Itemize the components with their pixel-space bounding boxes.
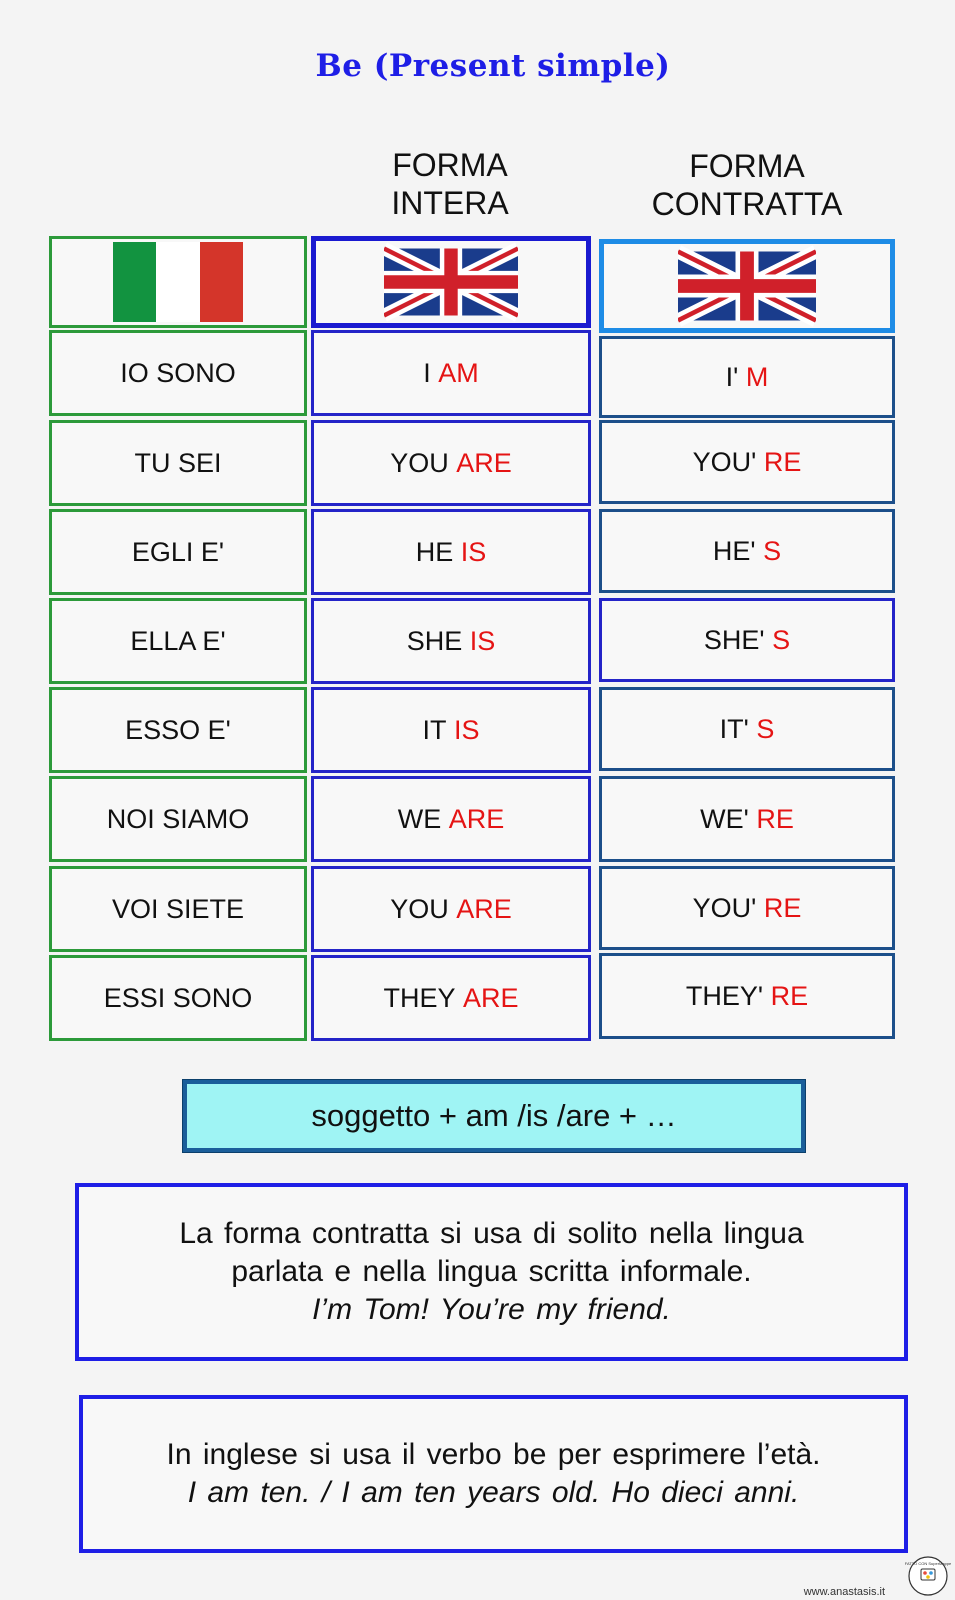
verb: IS [460, 536, 487, 567]
italian-flag-cell [49, 236, 307, 328]
verb: IS [469, 625, 496, 656]
subject: SHE' [703, 624, 765, 655]
italian-cell: ESSO E' [49, 687, 307, 773]
verb: AM [438, 357, 479, 388]
subject: WE [397, 803, 442, 834]
note-contracted-usage [75, 1183, 908, 1361]
header-forma-intera [311, 146, 589, 222]
uk-flag-cell-contratta [599, 239, 895, 333]
full-form-cell [311, 330, 591, 416]
contracted-form-cell [599, 420, 895, 504]
uk-flag-icon [678, 245, 816, 327]
verb: S [772, 624, 791, 655]
note1-example-text: I’m Tom! You’re my friend. [312, 1293, 671, 1326]
footer-site: www.anastasis.it [803, 1586, 885, 1598]
note1-line2: parlata e nella lingua scritta informale. [231, 1255, 752, 1288]
verb: S [756, 713, 775, 744]
note2-example-text: I am ten. / I am ten years old. Ho dieci anni. [187, 1476, 800, 1509]
header-contratta-line2: CONTRATTA [651, 186, 843, 222]
verb: S [763, 535, 782, 566]
header-intera-line2: INTERA [391, 185, 509, 221]
subject: IT' [719, 713, 749, 744]
note-age-usage [79, 1395, 908, 1553]
italian-cell: EGLI E' [49, 509, 307, 595]
italian-cell: VOI SIETE [49, 866, 307, 952]
full-form-cell [311, 509, 591, 595]
page-title: Be (Present simple) [315, 48, 671, 84]
full-form-cell [311, 420, 591, 506]
subject: WE' [700, 803, 749, 834]
verb: RE [770, 980, 809, 1011]
subject: I [423, 357, 431, 388]
contracted-form-cell [599, 598, 895, 682]
full-form-cell [311, 687, 591, 773]
full-form-cell [311, 955, 591, 1041]
verb: RE [763, 892, 802, 923]
subject: YOU' [692, 892, 757, 923]
verb: M [745, 361, 769, 392]
header-contratta-line1: FORMA [689, 148, 805, 184]
logo-text: FATTO CON SuperMappe [905, 1561, 951, 1566]
note2-line1: In inglese si usa il verbo be per esprimere l’età. [166, 1438, 821, 1471]
italian-cell: IO SONO [49, 330, 307, 416]
note2-example [188, 1474, 800, 1512]
verb: ARE [456, 447, 512, 478]
subject: YOU [390, 893, 449, 924]
subject: SHE [406, 625, 463, 656]
header-intera-line1: FORMA [392, 147, 508, 183]
verb: ARE [456, 893, 512, 924]
note1-example [312, 1291, 671, 1329]
verb: ARE [448, 803, 505, 834]
full-form-cell [311, 598, 591, 684]
contracted-form-cell [599, 509, 895, 593]
contracted-form-cell [599, 953, 895, 1039]
full-form-cell [311, 776, 591, 862]
supermappe-logo-icon [905, 1555, 951, 1597]
verb: IS [454, 714, 480, 745]
subject: THEY [383, 982, 456, 1013]
verb: RE [763, 446, 802, 477]
uk-flag-icon [384, 241, 518, 323]
note1-line1: La forma contratta si usa di solito nella lingua [179, 1217, 804, 1250]
italian-flag-icon [113, 242, 243, 322]
italian-cell: ELLA E' [49, 598, 307, 684]
contracted-form-cell [599, 687, 895, 771]
formula-box: soggetto + am /is /are + … [183, 1080, 805, 1152]
subject: IT [422, 714, 447, 745]
header-forma-contratta [599, 147, 895, 223]
full-form-cell [311, 866, 591, 952]
verb: ARE [463, 982, 519, 1013]
verb: RE [756, 803, 794, 834]
contracted-form-cell [599, 776, 895, 862]
subject: THEY' [685, 980, 764, 1011]
subject: YOU' [692, 446, 757, 477]
contracted-form-cell [599, 866, 895, 950]
subject: I' [725, 361, 739, 392]
italian-cell: NOI SIAMO [49, 776, 307, 862]
italian-cell: TU SEI [49, 420, 307, 506]
subject: YOU [390, 447, 449, 478]
subject: HE' [712, 535, 756, 566]
subject: HE [415, 536, 454, 567]
italian-cell: ESSI SONO [49, 955, 307, 1041]
contracted-form-cell [599, 336, 895, 418]
uk-flag-cell-intera [311, 236, 591, 328]
